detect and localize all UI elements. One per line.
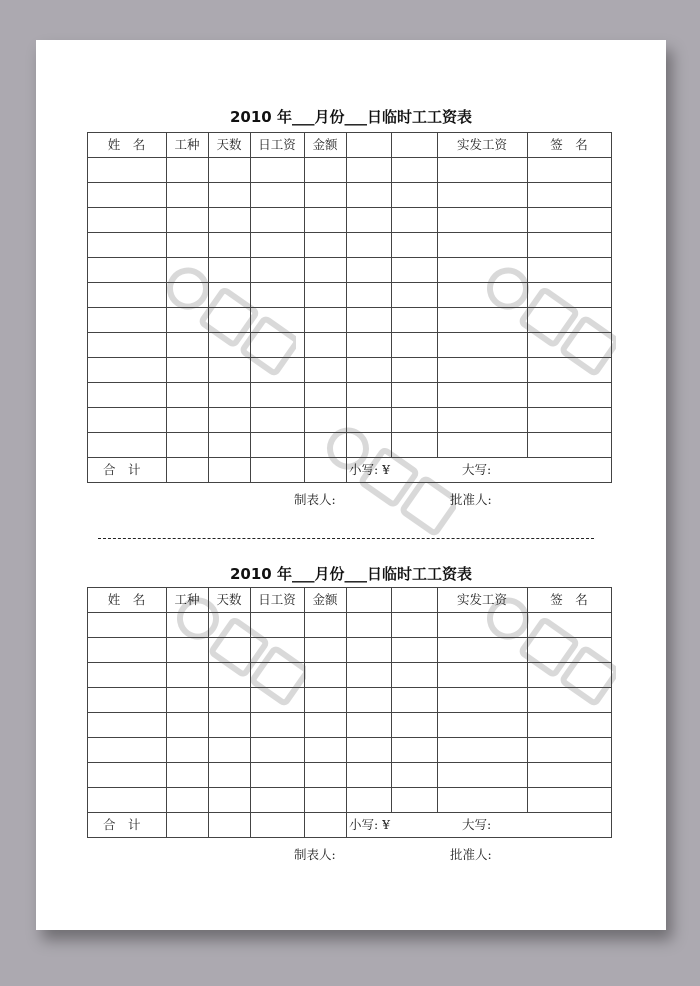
column-header: 天数 xyxy=(216,137,242,152)
table-cell[interactable] xyxy=(528,763,611,787)
table-cell[interactable] xyxy=(438,383,527,407)
table-cell[interactable] xyxy=(167,358,208,382)
table-cell[interactable] xyxy=(251,183,304,207)
table-cell[interactable] xyxy=(88,183,166,207)
table-cell[interactable] xyxy=(528,233,611,257)
table-cell[interactable] xyxy=(305,663,346,687)
table-cell[interactable] xyxy=(167,763,208,787)
column-header: 姓 名 xyxy=(107,592,146,607)
table-cell[interactable] xyxy=(167,788,208,812)
table-cell[interactable] xyxy=(438,233,527,257)
table-cell[interactable] xyxy=(167,308,208,332)
table-cell[interactable] xyxy=(392,788,437,812)
table-cell[interactable] xyxy=(305,713,346,737)
column-header: 天数 xyxy=(216,592,242,607)
table-cell[interactable] xyxy=(88,433,166,457)
table-cell[interactable] xyxy=(209,308,250,332)
table-cell[interactable] xyxy=(392,688,437,712)
table-cell[interactable] xyxy=(167,383,208,407)
table-cell[interactable] xyxy=(305,283,346,307)
sheet-2-title: 2010 年___月份___日临时工工资表 xyxy=(230,565,472,583)
table-cell[interactable] xyxy=(528,713,611,737)
column-header: 实发工资 xyxy=(456,137,507,152)
table-cell[interactable] xyxy=(392,283,437,307)
table-cell[interactable] xyxy=(392,663,437,687)
table-cell[interactable] xyxy=(305,688,346,712)
table-cell[interactable] xyxy=(167,183,208,207)
table-cell[interactable] xyxy=(438,208,527,232)
table-cell[interactable] xyxy=(528,283,611,307)
table-cell[interactable] xyxy=(251,233,304,257)
table-cell[interactable] xyxy=(167,663,208,687)
table-cell[interactable] xyxy=(392,233,437,257)
table-cell[interactable] xyxy=(88,358,166,382)
table-cell[interactable] xyxy=(167,738,208,762)
column-header: 金额 xyxy=(312,592,338,607)
table-cell[interactable] xyxy=(392,183,437,207)
table-cell[interactable] xyxy=(347,308,391,332)
table-cell[interactable] xyxy=(438,688,527,712)
table-cell[interactable] xyxy=(347,613,391,637)
table-cell[interactable] xyxy=(438,433,527,457)
table-cell[interactable] xyxy=(305,788,346,812)
table-cell[interactable] xyxy=(438,788,527,812)
table-cell[interactable] xyxy=(438,713,527,737)
table-cell[interactable] xyxy=(167,638,208,662)
table-cell[interactable] xyxy=(305,333,346,357)
table-cell[interactable] xyxy=(347,663,391,687)
table-cell[interactable] xyxy=(305,183,346,207)
table-cell[interactable] xyxy=(438,283,527,307)
table-cell[interactable] xyxy=(438,638,527,662)
table-cell[interactable] xyxy=(88,788,166,812)
table-cell[interactable] xyxy=(392,738,437,762)
column-header: 金额 xyxy=(312,137,338,152)
table-cell[interactable] xyxy=(88,308,166,332)
table-cell[interactable] xyxy=(305,408,346,432)
table-cell[interactable] xyxy=(251,408,304,432)
table-cell[interactable] xyxy=(167,613,208,637)
table-cell[interactable] xyxy=(438,763,527,787)
table-cell[interactable] xyxy=(528,208,611,232)
table-cell[interactable] xyxy=(209,283,250,307)
table-cell[interactable] xyxy=(347,688,391,712)
column-header: 签 名 xyxy=(550,137,588,152)
table-cell[interactable] xyxy=(392,383,437,407)
table-cell[interactable] xyxy=(88,613,166,637)
table-cell[interactable] xyxy=(167,283,208,307)
table-cell[interactable] xyxy=(167,258,208,282)
table-cell[interactable] xyxy=(305,233,346,257)
table-cell[interactable] xyxy=(88,638,166,662)
table-cell[interactable] xyxy=(88,713,166,737)
table-cell[interactable] xyxy=(209,233,250,257)
total-label: 合 计 xyxy=(103,462,141,477)
payroll-form-page xyxy=(36,40,666,930)
table-column-line xyxy=(611,587,612,838)
table-cell[interactable] xyxy=(305,308,346,332)
cut-divider xyxy=(98,538,594,540)
table-cell[interactable] xyxy=(438,358,527,382)
large-amount-label: 大写: xyxy=(462,462,492,477)
table-cell[interactable] xyxy=(251,613,304,637)
table-cell[interactable] xyxy=(438,308,527,332)
table-cell[interactable] xyxy=(167,688,208,712)
table-cell[interactable] xyxy=(528,738,611,762)
table-cell[interactable] xyxy=(209,788,250,812)
table-cell[interactable] xyxy=(251,358,304,382)
table-cell[interactable] xyxy=(392,713,437,737)
table-cell[interactable] xyxy=(528,308,611,332)
table-cell[interactable] xyxy=(88,688,166,712)
table-cell[interactable] xyxy=(88,233,166,257)
table-cell[interactable] xyxy=(209,663,250,687)
table-cell[interactable] xyxy=(209,158,250,182)
table-cell[interactable] xyxy=(528,663,611,687)
table-cell[interactable] xyxy=(392,638,437,662)
table-cell[interactable] xyxy=(438,408,527,432)
table-cell[interactable] xyxy=(88,763,166,787)
table-cell[interactable] xyxy=(209,208,250,232)
table-cell[interactable] xyxy=(438,613,527,637)
table-cell[interactable] xyxy=(347,638,391,662)
table-cell[interactable] xyxy=(88,283,166,307)
table-cell[interactable] xyxy=(305,638,346,662)
table-cell[interactable] xyxy=(167,333,208,357)
table-cell[interactable] xyxy=(305,383,346,407)
table-cell[interactable] xyxy=(209,333,250,357)
table-cell[interactable] xyxy=(251,433,304,457)
table-cell[interactable] xyxy=(528,183,611,207)
table-cell[interactable] xyxy=(528,638,611,662)
table-cell[interactable] xyxy=(88,258,166,282)
table-cell[interactable] xyxy=(88,208,166,232)
total-label: 合 计 xyxy=(103,817,141,832)
table-cell[interactable] xyxy=(251,158,304,182)
table-cell[interactable] xyxy=(347,763,391,787)
table-cell[interactable] xyxy=(251,638,304,662)
table-cell[interactable] xyxy=(438,183,527,207)
table-cell[interactable] xyxy=(347,233,391,257)
table-cell[interactable] xyxy=(528,258,611,282)
table-cell[interactable] xyxy=(392,158,437,182)
table-cell[interactable] xyxy=(392,408,437,432)
table-cell[interactable] xyxy=(251,713,304,737)
table-cell[interactable] xyxy=(347,208,391,232)
table-cell[interactable] xyxy=(347,258,391,282)
table-cell[interactable] xyxy=(251,763,304,787)
table-cell[interactable] xyxy=(528,788,611,812)
table-cell[interactable] xyxy=(438,738,527,762)
table-cell[interactable] xyxy=(528,433,611,457)
table-cell[interactable] xyxy=(251,258,304,282)
column-header: 工种 xyxy=(174,592,200,607)
table-cell[interactable] xyxy=(251,308,304,332)
table-cell[interactable] xyxy=(347,383,391,407)
table-cell[interactable] xyxy=(251,663,304,687)
table-cell[interactable] xyxy=(88,663,166,687)
table-cell[interactable] xyxy=(305,433,346,457)
table-cell[interactable] xyxy=(392,763,437,787)
table-cell[interactable] xyxy=(528,333,611,357)
table-cell[interactable] xyxy=(209,408,250,432)
table-cell[interactable] xyxy=(209,763,250,787)
sheet-1-title: 2010 年___月份___日临时工工资表 xyxy=(230,108,472,126)
table-cell[interactable] xyxy=(88,408,166,432)
table-cell[interactable] xyxy=(251,383,304,407)
column-header: 工种 xyxy=(174,137,200,152)
table-cell[interactable] xyxy=(88,158,166,182)
table-cell[interactable] xyxy=(167,208,208,232)
table-cell[interactable] xyxy=(209,688,250,712)
table-cell[interactable] xyxy=(347,738,391,762)
preparer-label: 制表人: xyxy=(294,492,336,507)
table-cell[interactable] xyxy=(392,433,437,457)
table-cell[interactable] xyxy=(347,183,391,207)
table-cell[interactable] xyxy=(528,688,611,712)
table-cell[interactable] xyxy=(167,713,208,737)
table-cell[interactable] xyxy=(305,358,346,382)
table-cell[interactable] xyxy=(528,613,611,637)
table-cell[interactable] xyxy=(305,613,346,637)
table-cell[interactable] xyxy=(305,258,346,282)
preparer-label: 制表人: xyxy=(294,847,336,862)
table-cell[interactable] xyxy=(305,208,346,232)
table-column-line xyxy=(611,132,612,483)
table-cell[interactable] xyxy=(347,433,391,457)
table-cell[interactable] xyxy=(209,713,250,737)
table-cell[interactable] xyxy=(209,183,250,207)
column-header: 姓 名 xyxy=(107,137,146,152)
table-cell[interactable] xyxy=(305,158,346,182)
table-cell[interactable] xyxy=(528,158,611,182)
table-cell[interactable] xyxy=(305,738,346,762)
table-cell[interactable] xyxy=(438,663,527,687)
table-cell[interactable] xyxy=(347,283,391,307)
small-amount-label: 小写: ¥ xyxy=(349,817,391,832)
table-cell[interactable] xyxy=(528,358,611,382)
small-amount-label: 小写: ¥ xyxy=(349,462,391,477)
table-cell[interactable] xyxy=(251,738,304,762)
table-cell[interactable] xyxy=(209,258,250,282)
table-cell[interactable] xyxy=(347,333,391,357)
table-cell[interactable] xyxy=(209,358,250,382)
table-cell[interactable] xyxy=(528,408,611,432)
table-cell[interactable] xyxy=(251,208,304,232)
table-cell[interactable] xyxy=(392,358,437,382)
table-cell[interactable] xyxy=(88,383,166,407)
table-cell[interactable] xyxy=(209,433,250,457)
table-cell[interactable] xyxy=(347,358,391,382)
table-cell[interactable] xyxy=(347,788,391,812)
column-header: 日工资 xyxy=(258,137,296,152)
large-amount-label: 大写: xyxy=(462,817,492,832)
table-cell[interactable] xyxy=(392,613,437,637)
table-cell[interactable] xyxy=(88,333,166,357)
column-header: 日工资 xyxy=(258,592,296,607)
table-cell[interactable] xyxy=(88,738,166,762)
table-cell[interactable] xyxy=(438,158,527,182)
table-cell[interactable] xyxy=(438,258,527,282)
table-cell[interactable] xyxy=(251,688,304,712)
column-header: 签 名 xyxy=(550,592,588,607)
table-cell[interactable] xyxy=(392,308,437,332)
table-cell[interactable] xyxy=(251,333,304,357)
table-cell[interactable] xyxy=(167,233,208,257)
table-cell[interactable] xyxy=(251,788,304,812)
table-cell[interactable] xyxy=(251,283,304,307)
table-cell[interactable] xyxy=(347,408,391,432)
table-cell[interactable] xyxy=(167,433,208,457)
table-cell[interactable] xyxy=(167,408,208,432)
table-cell[interactable] xyxy=(209,638,250,662)
table-cell[interactable] xyxy=(209,383,250,407)
table-cell[interactable] xyxy=(438,333,527,357)
table-cell[interactable] xyxy=(347,713,391,737)
table-cell[interactable] xyxy=(347,158,391,182)
table-cell[interactable] xyxy=(528,383,611,407)
table-cell[interactable] xyxy=(167,158,208,182)
column-header: 实发工资 xyxy=(456,592,507,607)
approver-label: 批准人: xyxy=(450,492,492,507)
table-cell[interactable] xyxy=(305,763,346,787)
table-cell[interactable] xyxy=(392,208,437,232)
approver-label: 批准人: xyxy=(450,847,492,862)
table-cell[interactable] xyxy=(392,333,437,357)
table-cell[interactable] xyxy=(392,258,437,282)
table-cell[interactable] xyxy=(209,738,250,762)
table-cell[interactable] xyxy=(209,613,250,637)
